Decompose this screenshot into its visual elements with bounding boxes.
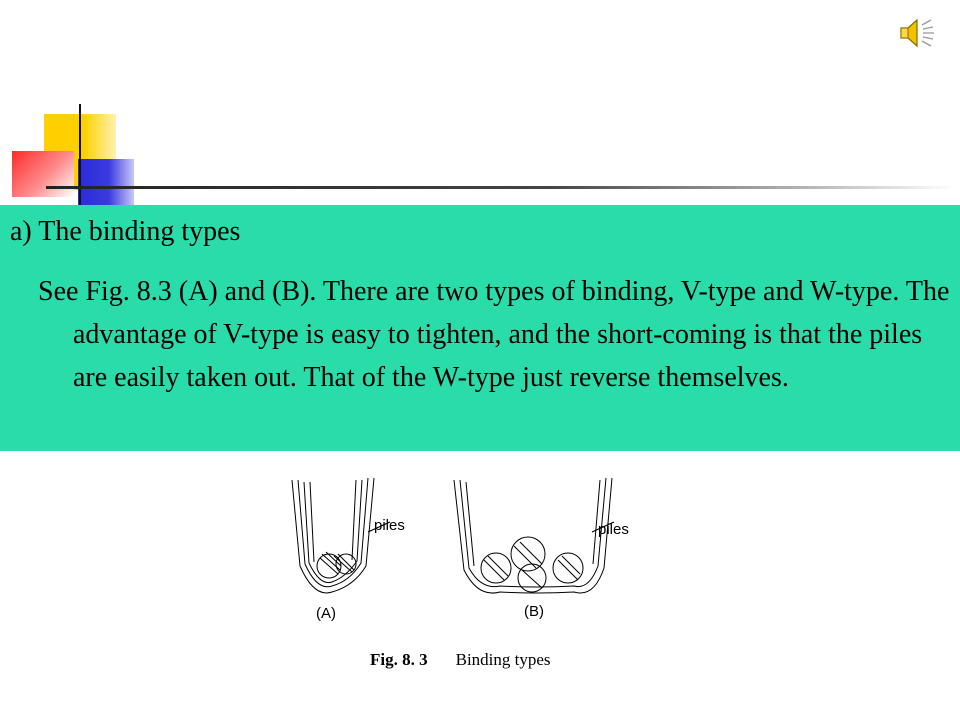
figure-caption-text: Binding types: [455, 650, 551, 669]
title-divider-line: [46, 186, 956, 189]
body-paragraph: See Fig. 8.3 (A) and (B). There are two types of binding, V-type and W-type. The advantage of V-type is easy to tighten, and the short-coming is that the piles are easily taken out. That of the W-type just reverse themselves.: [38, 276, 950, 393]
label-a: (A): [316, 605, 336, 622]
speaker-icon[interactable]: [897, 15, 937, 51]
decorative-blue-square: [78, 159, 134, 205]
label-b: (B): [524, 603, 544, 620]
figure-number: Fig. 8. 3: [370, 650, 428, 669]
section-heading: a) The binding types: [10, 216, 241, 247]
piles-label-b: piles: [598, 521, 629, 538]
figure-caption: [370, 650, 551, 670]
binding-types-diagram: [282, 470, 682, 630]
decorative-vertical-line: [79, 104, 81, 206]
binding-types-figure: [282, 470, 682, 630]
piles-label-a: piles: [374, 517, 405, 534]
decorative-red-square: [12, 151, 74, 197]
